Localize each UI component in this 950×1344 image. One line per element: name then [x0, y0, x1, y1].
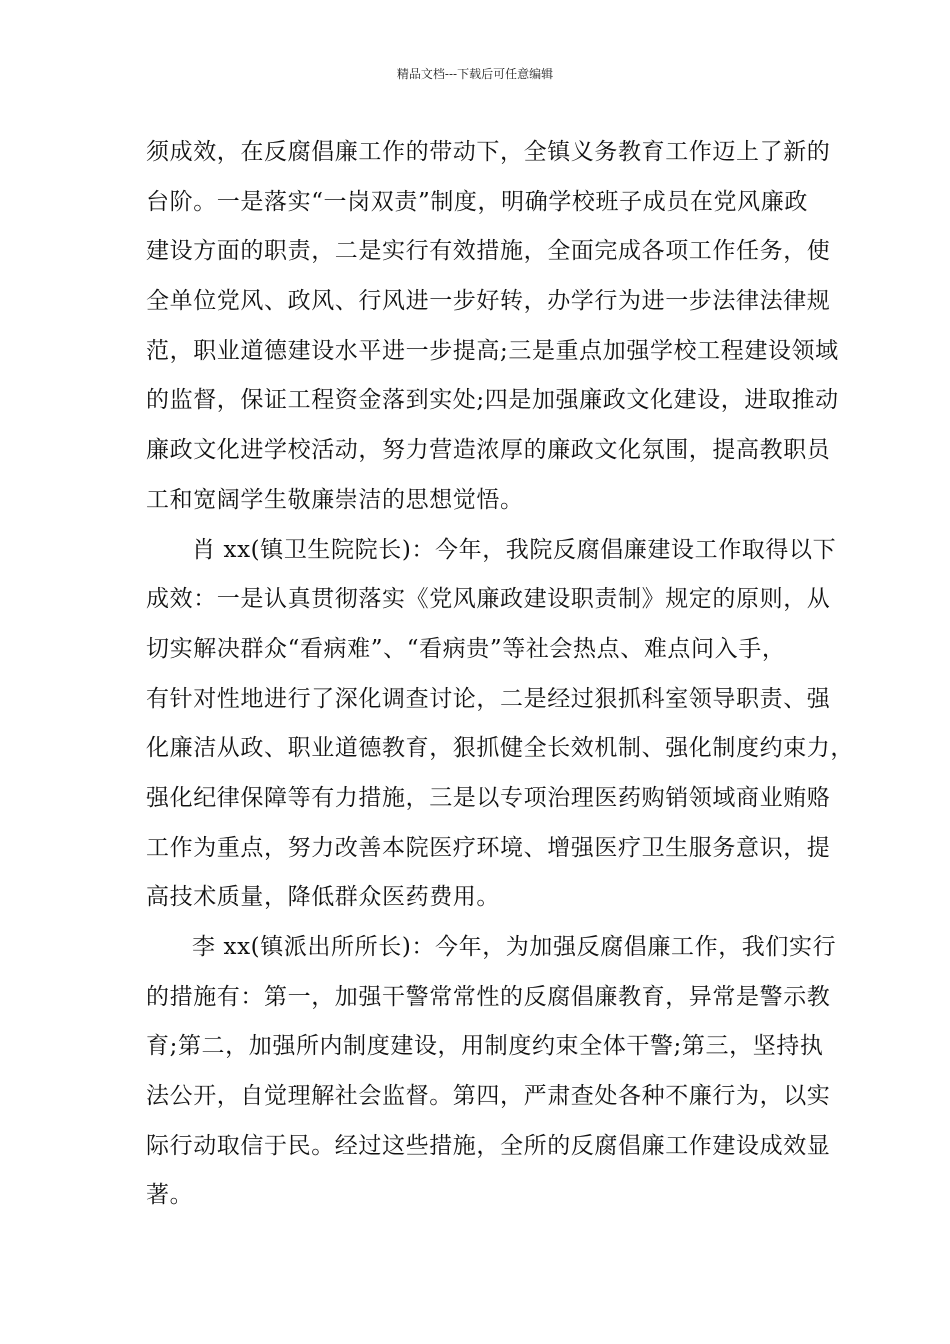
text-line: 的措施有：第一，加强干警常常性的反腐倡廉教育，异常是警示教	[146, 983, 831, 1010]
text-line: 范，职业道德建设水平进一步提高;三是重点加强学校工程建设领域	[146, 337, 839, 364]
page-header: 精品文档---下载后可任意编辑	[396, 67, 554, 81]
text-line: 李 xx(镇派出所所长)：今年，为加强反腐倡廉工作，我们实行	[192, 934, 837, 960]
text-line: 高技术质量，降低群众医药费用。	[146, 884, 500, 911]
text-line: 育;第二，加强所内制度建设，用制度约束全体干警;第三，坚持执	[146, 1033, 824, 1060]
text-line: 台阶。一是落实“一岗双责”制度，明确学校班子成员在党风廉政	[146, 188, 808, 215]
text-line: 工和宽阔学生敬廉崇洁的思想觉悟。	[146, 486, 524, 513]
text-line: 切实解决群众“看病难”、“看病贵”等社会热点、难点问入手，	[146, 635, 786, 662]
text-line: 肖 xx(镇卫生院院长)：今年，我院反腐倡廉建设工作取得以下	[192, 536, 837, 563]
text-line: 的监督，保证工程资金落到实处;四是加强廉政文化建设，进取推动	[146, 387, 839, 414]
text-line: 建设方面的职责，二是实行有效措施，全面完成各项工作任务，使	[146, 238, 831, 265]
paragraph-3	[146, 923, 836, 1221]
text-line: 成效：一是认真贯彻落实《党风廉政建设职责制》规定的原则，从	[146, 586, 831, 613]
text-line: 强化纪律保障等有力措施，三是以专项治理医药购销领域商业贿赂	[146, 784, 831, 811]
text-line: 工作为重点，努力改善本院医疗环境、增强医疗卫生服务意识，提	[146, 834, 831, 861]
document-body	[146, 128, 854, 1221]
text-line: 须成效，在反腐倡廉工作的带动下，全镇义务教育工作迈上了新的	[146, 139, 831, 165]
text-line: 有针对性地进行了深化调查讨论，二是经过狠抓科室领导职责、强	[146, 685, 831, 712]
text-line: 法公开，自觉理解社会监督。第四，严肃查处各种不廉行为，以实	[146, 1083, 831, 1110]
text-line: 全单位党风、政风、行风进一步好转，办学行为进一步法律法律规	[146, 288, 831, 315]
paragraph-2	[146, 526, 854, 924]
text-line: 著。	[146, 1182, 194, 1209]
text-line: 廉政文化进学校活动，努力营造浓厚的廉政文化氛围，提高教职员	[146, 437, 831, 464]
text-line: 际行动取信于民。经过这些措施，全所的反腐倡廉工作建设成效显	[146, 1132, 831, 1159]
paragraph-1	[146, 128, 839, 526]
text-line: 化廉洁从政、职业道德教育，狠抓健全长效机制、强化制度约束力，	[146, 735, 854, 762]
